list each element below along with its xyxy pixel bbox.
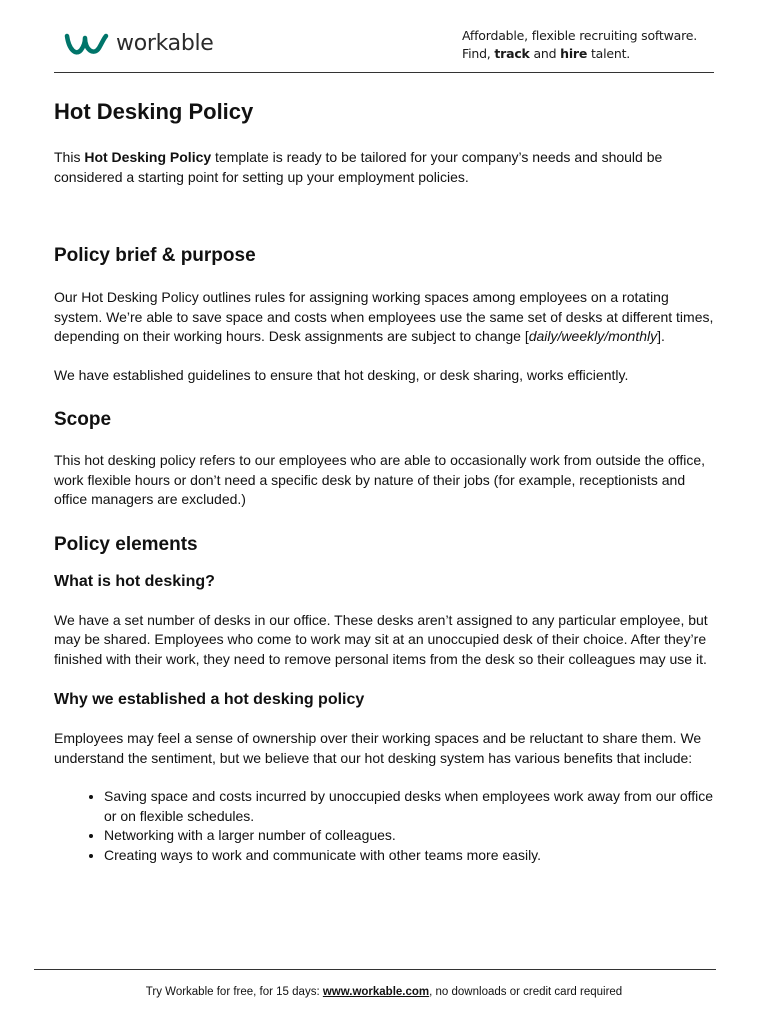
document-title: Hot Desking Policy [54,99,254,124]
intro-bold: Hot Desking Policy [84,149,212,165]
tagline-line-2 [462,45,697,63]
brief-paragraph-2: We have established guidelines to ensure that hot desking, or desk sharing, works efficiently. [54,366,629,383]
intro-text: template is ready to be tailored for your company’s needs and should be considered a starting point for setting up your employment policies. [54,149,663,185]
brief-paragraph-1 [54,288,718,347]
tagline-text: and [529,46,561,61]
list-item: • Creating ways to work and communicate with other teams more easily. [104,846,718,866]
page-header [0,0,768,74]
brief-italic: daily/weekly/monthly [528,328,658,344]
benefits-list [54,787,718,865]
footer-divider [34,969,716,970]
logo-text: workable [116,31,214,56]
what-paragraph: We have a set number of desks in our office. These desks aren’t assigned to any particular employee, but may be shared. Employees who come to work may sit at an unoccupied desk of their choice. After they’re finished with their work, they need to remove personal items from the desk so their colleagues may use it. [54,611,708,667]
intro-text: This [54,149,85,165]
tagline-bold-track: track [494,46,530,61]
brief-heading: Policy brief & purpose [54,245,256,266]
elements-heading: Policy elements [54,533,198,555]
scope-paragraph: This hot desking policy refers to our employees who are able to occasionally work from outside the office, work flexible hours or don’t need a specific desk by nature of their jobs (for example, receptionists and office managers are excluded.) [54,452,706,507]
tagline-text: Find, [462,46,495,61]
header-divider [54,72,714,73]
footer-text: Try Workable for free, for 15 days: [145,986,323,998]
list-item: • Saving space and costs incurred by unoccupied desks when employees work away from our office or on flexible schedules. [104,787,718,826]
brief-text: ]. [657,328,665,344]
document-body [54,96,718,865]
list-item: • Networking with a larger number of colleagues. [104,826,718,846]
intro-paragraph [54,148,718,187]
why-heading: Why we established a hot desking policy [54,691,365,708]
scope-heading: Scope [54,409,112,430]
tagline-line-1: Affordable, flexible recruiting software. [462,28,698,43]
workable-link[interactable]: www.workable.com [322,986,430,998]
brief-text: Our Hot Desking Policy outlines rules for assigning working spaces among employees on a rotating system. We’re able to save space and costs when employees use the same set of desks at different times, depending on their working hours. Desk assignments are subject to change [ [54,289,714,344]
workable-logo[interactable] [64,30,214,58]
tagline-text: talent. [587,46,631,61]
why-paragraph: Employees may feel a sense of ownership over their working spaces and be reluctant to share them. We understand the sentiment, but we believe that our hot desking system has various benefits that include: [54,730,702,766]
workable-logo-icon [64,30,110,58]
what-heading: What is hot desking? [54,572,215,590]
tagline-bold-hire: hire [560,46,588,61]
page-footer [0,986,768,998]
header-tagline [462,27,697,63]
footer-text: , no downloads or credit card required [429,986,623,998]
